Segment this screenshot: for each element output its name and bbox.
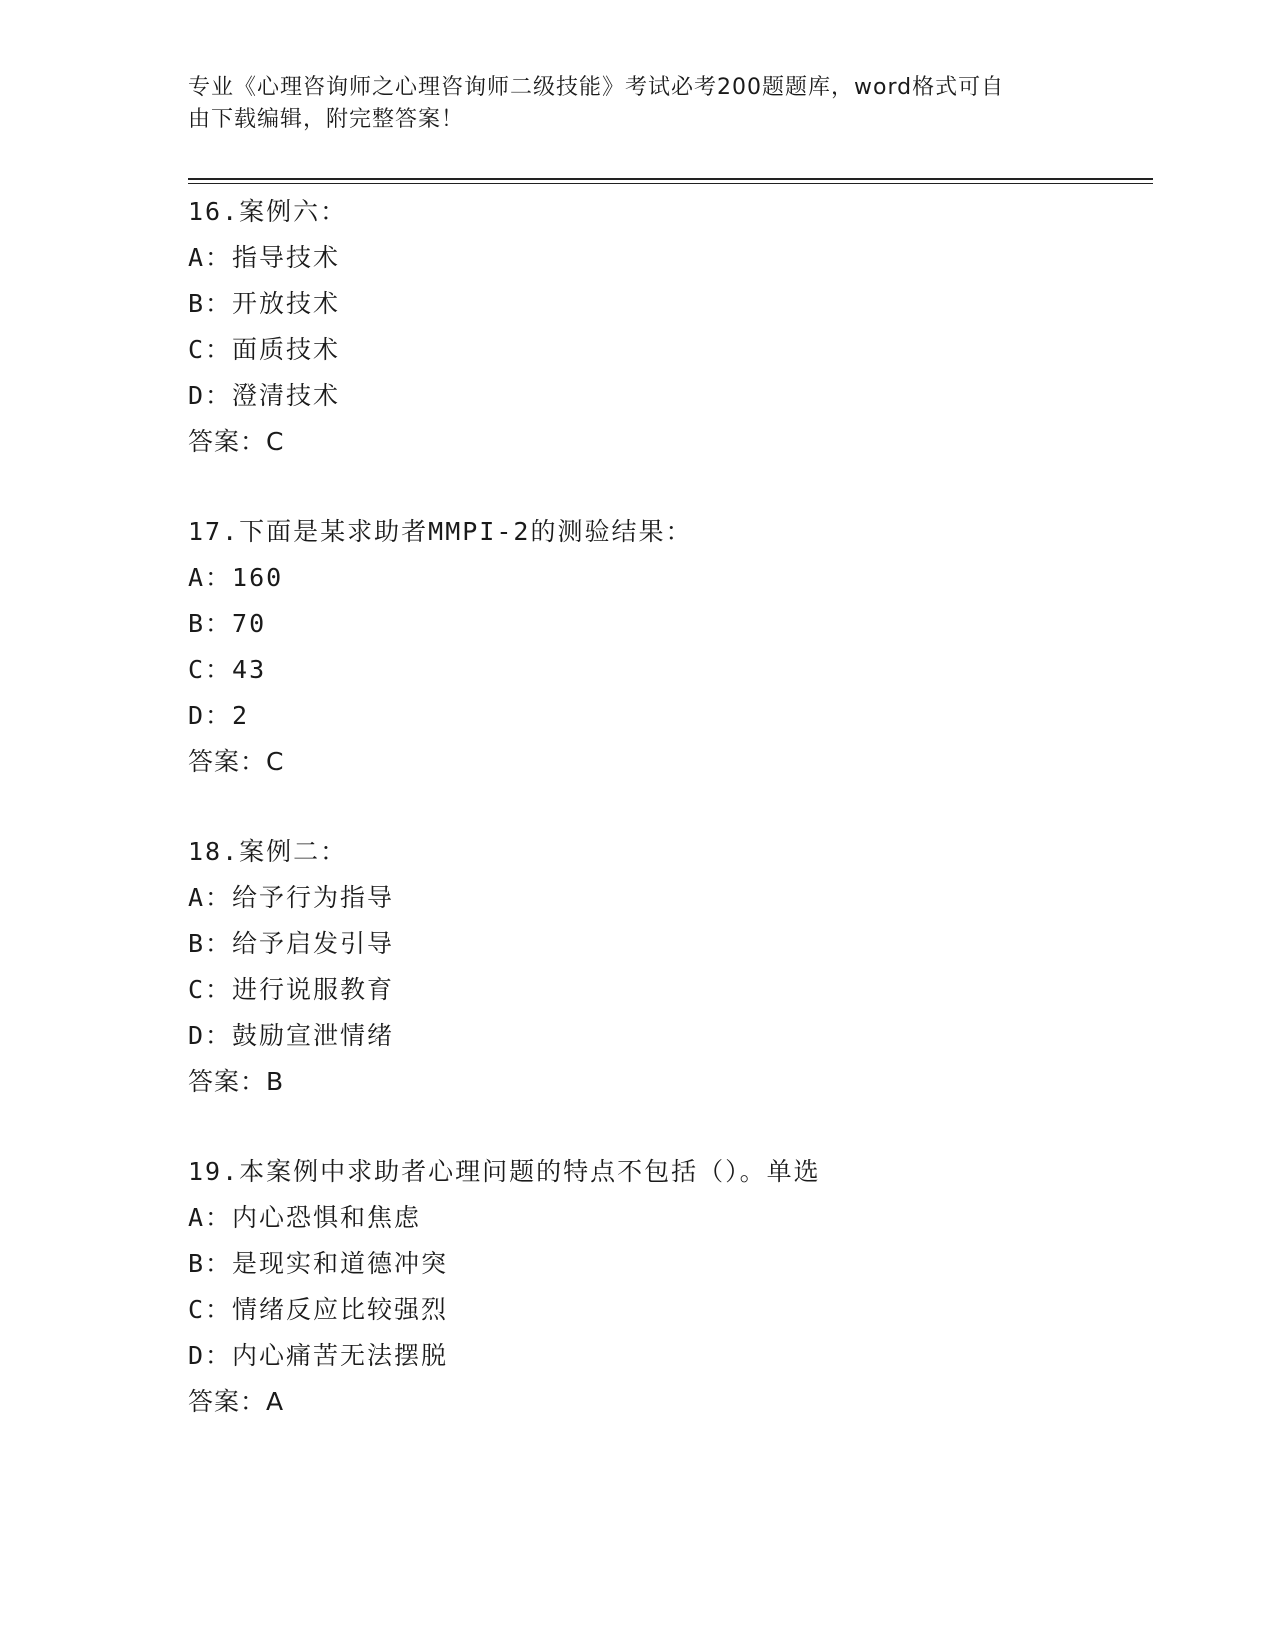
option-a: A：指导技术	[188, 243, 341, 272]
option-d: D：内心痛苦无法摆脱	[188, 1341, 449, 1370]
option-d: D：澄清技术	[188, 381, 341, 410]
question-stem: 19.本案例中求助者心理问题的特点不包括（）。单选	[188, 1157, 821, 1186]
question-stem: 16.案例六：	[188, 197, 348, 226]
option-d: D：鼓励宣泄情绪	[188, 1021, 395, 1050]
option-c: C：面质技术	[188, 335, 341, 364]
question-list	[188, 189, 1148, 1469]
answer: 答案：B	[188, 1067, 285, 1096]
question-18	[188, 829, 1148, 1105]
option-c: C：情绪反应比较强烈	[188, 1295, 449, 1324]
header-line-2: 由下载编辑，附完整答案！	[188, 107, 465, 132]
answer: 答案：C	[188, 747, 285, 776]
question-19	[188, 1149, 1148, 1425]
option-d: D：2	[188, 701, 250, 730]
header-divider-thin	[188, 183, 1153, 184]
option-c: C：进行说服教育	[188, 975, 395, 1004]
document-header	[188, 72, 1068, 136]
option-b: B：70	[188, 609, 267, 638]
answer: 答案：C	[188, 427, 285, 456]
option-a: A：内心恐惧和焦虑	[188, 1203, 422, 1232]
option-b: B：开放技术	[188, 289, 341, 318]
option-c: C：43	[188, 655, 267, 684]
option-b: B：是现实和道德冲突	[188, 1249, 449, 1278]
header-line-1: 专业《心理咨询师之心理咨询师二级技能》考试必考200题题库，word格式可自	[188, 75, 1005, 100]
question-16	[188, 189, 1148, 465]
question-17	[188, 509, 1148, 785]
question-stem: 18.案例二：	[188, 837, 348, 866]
option-b: B：给予启发引导	[188, 929, 395, 958]
answer: 答案：A	[188, 1387, 285, 1416]
option-a: A：给予行为指导	[188, 883, 395, 912]
option-a: A：160	[188, 563, 284, 592]
question-stem: 17.下面是某求助者MMPI-2的测验结果：	[188, 517, 693, 546]
header-divider-thick	[188, 178, 1153, 180]
